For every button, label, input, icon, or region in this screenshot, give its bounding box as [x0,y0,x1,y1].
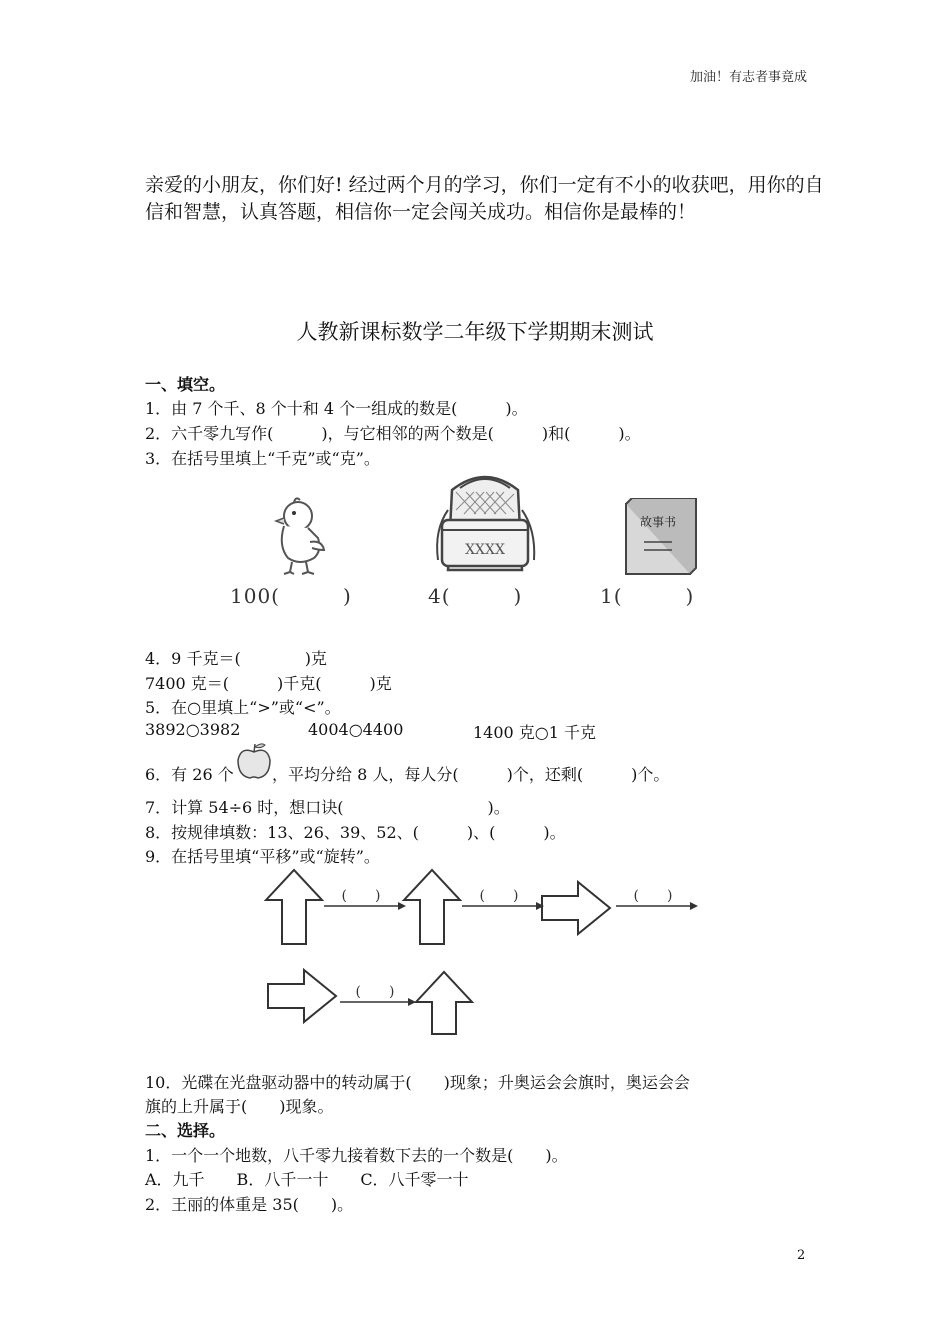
q9-blank-2: ( ) [479,888,519,904]
apple-icon [235,742,273,780]
question-9: 9．在括号里填“平移”或“旋转”。 [145,847,380,866]
q9-arrow-figure [260,866,700,1038]
choice-question-2: 2．王丽的体重是 35( )。 [145,1195,354,1214]
q9-blank-3: ( ) [633,888,673,904]
question-7: 7．计算 54÷6 时，想口诀( )。 [145,798,510,817]
q5-item-3: 1400 克○1 千克 [473,723,597,742]
storybook-icon [620,498,700,576]
question-8: 8．按规律填数：13、26、39、52、( )、( )。 [145,823,566,842]
q5-item-2: 4004○4400 [308,720,404,739]
question-10-line-1: 10．光碟在光盘驱动器中的转动属于( )现象；升奥运会会旗时，奥运会会 [145,1073,690,1092]
q3-label-chick: 100( ) [230,584,352,608]
q5-item-1: 3892○3982 [145,720,241,739]
section-fill-blank-heading: 一、填空。 [145,375,226,394]
choice-question-1: 1．一个一个地数，八千零九接着数下去的一个数是( )。 [145,1146,568,1165]
up-arrow-shape-1 [266,870,322,944]
q3-label-backpack: 4( ) [428,584,523,608]
question-5: 5．在○里填上“>”或“<”。 [145,698,341,717]
question-10-line-2: 旗的上升属于( )现象。 [145,1097,334,1116]
q3-label-storybook: 1( ) [600,584,695,608]
choice-question-1-options: A．九千 B．八千一十 C．八千零一十 [145,1170,469,1189]
question-6-start: 6．有 26 个 [145,765,234,784]
section-choice-heading: 二、选择。 [145,1121,226,1140]
chick-icon [270,496,330,578]
backpack-icon [430,470,540,578]
intro-paragraph: 亲爱的小朋友，你们好! 经过两个月的学习，你们一定有不小的收获吧，用你的自信和智慧，认真答题，相信你一定会闯关成功。相信你是最棒的！ [145,174,824,223]
right-arrow-shape-2 [268,970,336,1022]
up-arrow-shape-2 [404,870,460,944]
right-arrow-shape-1 [542,882,610,934]
up-arrow-shape-3 [416,972,472,1034]
question-1: 1．由 7 个千、8 个十和 4 个一组成的数是( )。 [145,399,528,418]
page-number: 2 [797,1248,806,1263]
page-header: 加油！有志者事竟成 [689,70,807,85]
svg-text:XXXX: XXXX [465,542,505,558]
page-title: 人教新课标数学二年级下学期期末测试 [296,320,654,344]
question-2: 2．六千零九写作( )，与它相邻的两个数是( )和( )。 [145,424,641,443]
q9-blank-1: ( ) [341,888,381,904]
storybook-title: 故事书 [639,515,677,529]
question-6-end: ，平均分给 8 人，每人分( )个，还剩( )个。 [272,765,670,784]
question-4a: 4．9 千克＝( )克 [145,649,327,668]
question-4b: 7400 克＝( )千克( )克 [145,674,392,693]
q9-blank-4: ( ) [355,984,395,1000]
question-3: 3．在括号里填上“千克”或“克”。 [145,449,380,468]
